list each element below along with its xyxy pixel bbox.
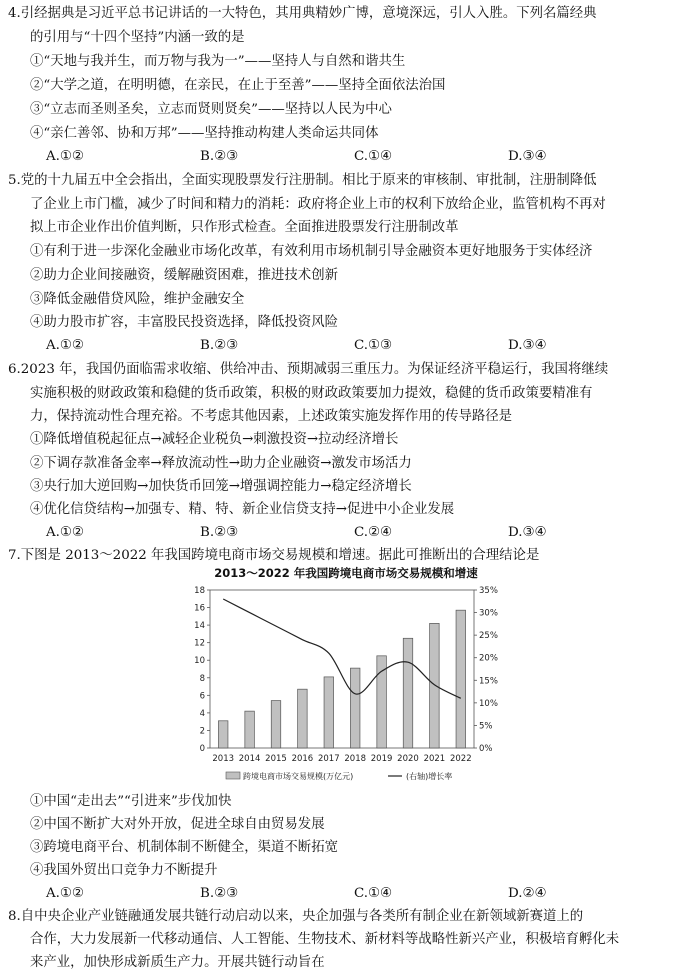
x-tick-label: 2019: [370, 754, 393, 764]
left-tick-label: 12: [194, 638, 205, 649]
x-tick-label: 2017: [317, 754, 340, 764]
right-tick-label: 25%: [479, 631, 498, 642]
q6-option-b: B.②③: [200, 525, 239, 540]
right-tick-label: 15%: [479, 676, 498, 687]
left-tick-label: 16: [194, 603, 205, 614]
q4-stem-line-2: 的引用与“十四个坚持”内涵一致的是: [30, 30, 245, 45]
q8-stem-line-1: 8.自中央企业产业链融通发展共链行动启动以来，央企加强与各类所有制企业在新领域新赛道上的: [8, 909, 584, 924]
x-tick-label: 2015: [265, 754, 287, 764]
q6-stem-line-2: 实施积极的财政政策和稳健的货币政策，积极的财政政策要加力提效，稳健的货币政策要精准有: [30, 386, 593, 401]
x-tick-label: 2016: [291, 754, 314, 764]
q5-stem-line-3: 拟上市企业作出价值判断，只作形式检查。全面推进股票发行注册制改革: [30, 220, 459, 235]
bar: [218, 721, 228, 748]
x-tick-label: 2014: [238, 754, 261, 764]
q6-item-3: ③央行加大逆回购→加快货币回笼→增强调控能力→稳定经济增长: [30, 479, 412, 494]
left-tick-label: 8: [199, 673, 205, 684]
q5-option-d: D.③④: [508, 338, 547, 353]
q7-item-3: ③跨境电商平台、机制体制不断健全，渠道不断拓宽: [30, 840, 338, 855]
q6-item-1: ①降低增值税起征点→减轻企业税负→刺激投资→拉动经济增长: [30, 432, 399, 447]
q8-stem-line-3: 来产业，加快形成新质生产力。开展共链行动旨在: [30, 955, 325, 970]
q5-option-c: C.①③: [354, 338, 393, 353]
q4-option-a: A.①②: [46, 149, 84, 164]
right-tick-label: 10%: [479, 698, 498, 709]
q7-option-a: A.①②: [46, 886, 84, 901]
bar: [350, 668, 360, 748]
q5-stem-line-2: 了企业上市门槛，减少了时间和精力的消耗：政府将企业上市的权利下放给企业，监管机构不再对: [30, 197, 606, 212]
q5-option-a: A.①②: [46, 338, 84, 353]
q5-option-b: B.②③: [200, 338, 239, 353]
x-tick-label: 2021: [423, 754, 446, 764]
left-tick-label: 0: [199, 744, 205, 754]
q7-item-4: ④我国外贸出口竞争力不断提升: [30, 863, 218, 878]
q7-stem: 7.下图是 2013～2022 年我国跨境电商市场交易规模和增速。据此可推断出的合理结论是: [8, 548, 540, 563]
left-tick-label: 14: [194, 621, 205, 632]
q7-item-1: ①中国“走出去”“引进来”步伐加快: [30, 794, 232, 809]
q4-option-d: D.③④: [508, 149, 547, 164]
bar: [271, 701, 281, 748]
q5-item-1: ①有利于进一步深化金融业市场化改革，有效利用市场机制引导金融资本更好地服务于实体经济: [30, 244, 593, 259]
bar: [245, 711, 255, 748]
left-tick-label: 2: [199, 726, 205, 737]
right-tick-label: 30%: [479, 608, 498, 619]
q7-option-c: C.①④: [354, 886, 393, 901]
bar: [430, 623, 440, 748]
q7-option-d: D.②④: [508, 886, 547, 901]
q5-item-4: ④助力股市扩容，丰富股民投资选择，降低投资风险: [30, 315, 338, 330]
x-tick-label: 2018: [344, 754, 367, 764]
q4-item-4: ④“亲仁善邻、协和万邦”——坚持推动构建人类命运共同体: [30, 126, 379, 141]
q6-item-2: ②下调存款准备金率→释放流动性→助力企业融资→激发市场活力: [30, 456, 412, 471]
bar: [456, 610, 466, 748]
chart-title: 2013～2022 年我国跨境电商市场交易规模和增速: [214, 566, 478, 580]
left-tick-label: 18: [194, 586, 205, 596]
q7-item-2: ②中国不断扩大对外开放，促进全球自由贸易发展: [30, 817, 325, 832]
growth-line: [223, 599, 461, 698]
q4-item-3: ③“立志而圣则圣矣，立志而贤则贤矣”——坚持以人民为中心: [30, 102, 392, 117]
q8-stem-line-2: 合作，大力发展新一代移动通信、人工智能、生物技术、新材料等战略性新兴产业，积极培育孵化未: [30, 932, 620, 947]
q6-stem-line-1: 6.2023 年，我国仍面临需求收缩、供给冲击、预期减弱三重压力。为保证经济平稳运行，我国将继续: [8, 362, 609, 377]
q6-stem-line-3: 力，保持流动性合理充裕。不考虑其他因素，上述政策实施发挥作用的传导路径是: [30, 409, 513, 424]
q6-option-d: D.③④: [508, 525, 547, 540]
q4-stem-line-1: 4.引经据典是习近平总书记讲话的一大特色，其用典精妙广博，意境深远，引人入胜。下列名篇经典: [8, 6, 597, 21]
x-tick-label: 2020: [397, 754, 419, 764]
legend-bar-swatch: [226, 772, 240, 779]
q5-item-2: ②助力企业间接融资，缓解融资困难，推进技术创新: [30, 268, 338, 283]
q4-option-b: B.②③: [200, 149, 239, 164]
left-tick-label: 6: [199, 691, 205, 702]
bar: [403, 638, 413, 748]
right-tick-label: 5%: [479, 721, 493, 732]
bar: [298, 689, 308, 748]
left-tick-label: 4: [199, 708, 205, 719]
q5-stem-line-1: 5.党的十九届五中全会指出，全面实现股票发行注册制。相比于原来的审核制、审批制，注册制降低: [8, 173, 597, 188]
q4-option-c: C.①④: [354, 149, 393, 164]
x-tick-label: 2022: [449, 754, 472, 764]
right-tick-label: 35%: [479, 586, 498, 596]
bar: [324, 677, 334, 748]
right-tick-label: 20%: [479, 653, 498, 664]
left-tick-label: 10: [194, 656, 205, 667]
right-tick-label: 0%: [479, 744, 493, 754]
q5-item-3: ③降低金融借贷风险，维护金融安全: [30, 292, 245, 307]
q6-option-a: A.①②: [46, 525, 84, 540]
q7-option-b: B.②③: [200, 886, 239, 901]
q4-item-2: ②“大学之道，在明明德，在亲民，在止于至善”——坚持全面依法治国: [30, 78, 446, 93]
q4-item-1: ①“天地与我并生，而万物与我为一”——坚持人与自然和谐共生: [30, 54, 406, 69]
x-tick-label: 2013: [212, 754, 235, 764]
q6-option-c: C.②④: [354, 525, 393, 540]
legend-line-label: (右轴)增长率: [406, 772, 453, 781]
trade-chart: [176, 580, 516, 785]
q6-item-4: ④优化信贷结构→加强专、精、特、新企业信贷支持→促进中小企业发展: [30, 502, 455, 517]
legend-bar-label: 跨境电商市场交易规模(万亿元): [243, 772, 354, 781]
